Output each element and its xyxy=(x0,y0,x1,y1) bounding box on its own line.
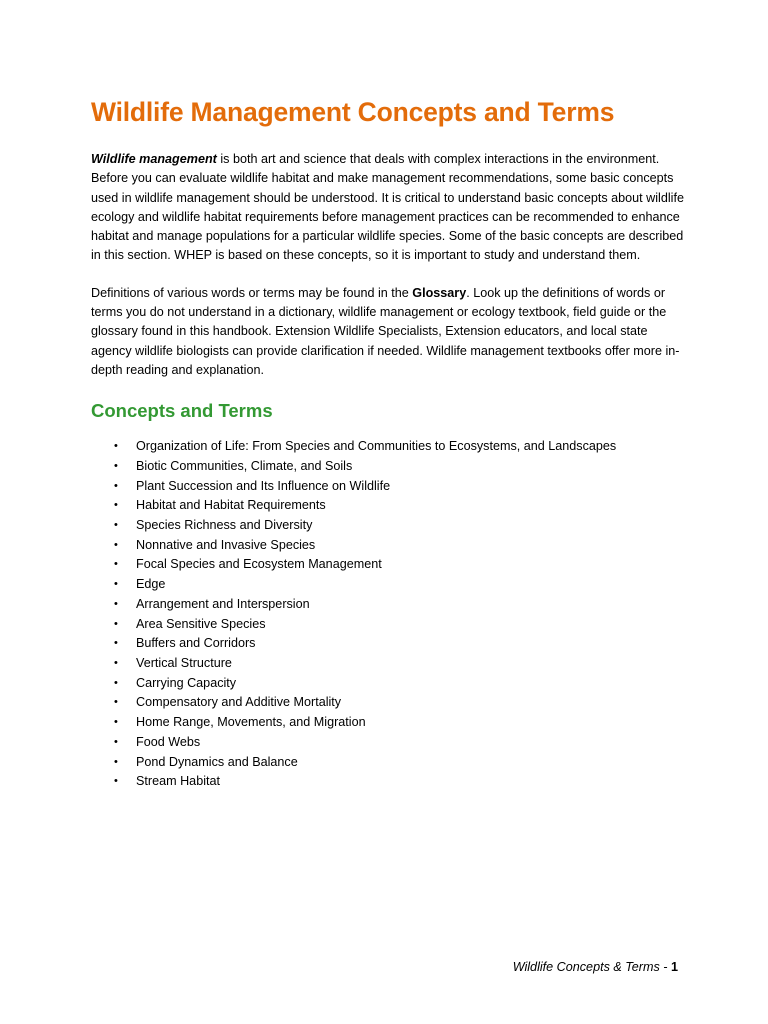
list-item-text: Compensatory and Additive Mortality xyxy=(136,695,342,710)
bullet-icon: • xyxy=(114,479,118,492)
bullet-icon: • xyxy=(114,519,118,532)
bullet-icon: • xyxy=(114,657,118,669)
list-item xyxy=(91,634,687,654)
bullet-icon: • xyxy=(114,735,118,748)
definitions-text-before: Definitions of various words or terms may be found in the xyxy=(91,285,413,300)
list-item xyxy=(91,595,687,615)
list-item-text: Focal Species and Ecosystem Management xyxy=(136,557,382,572)
bullet-icon: • xyxy=(114,617,118,630)
list-item xyxy=(91,753,687,773)
list-item-text: Organization of Life: From Species and Communities to Ecosystems, and Landscapes xyxy=(136,439,617,454)
list-item xyxy=(91,693,687,713)
footer-label: Wildlife Concepts & Terms - xyxy=(512,960,671,974)
page-footer xyxy=(513,958,678,976)
list-item xyxy=(91,733,687,753)
list-item xyxy=(91,615,687,635)
bullet-icon: • xyxy=(114,676,118,689)
list-item xyxy=(91,674,687,694)
list-item-text: Food Webs xyxy=(136,734,201,749)
glossary-term: Glossary xyxy=(412,285,467,300)
bullet-icon: • xyxy=(114,637,118,650)
list-item xyxy=(91,654,687,674)
list-item-text: Nonnative and Invasive Species xyxy=(136,537,316,552)
definitions-text-after: . Look up the definitions of words or terms you do not understand in a dictionary, wildlife management or ecology textbook, field guide or the glossary found in this handbook. Extension Wildlife Specialists, Extension educators, and local state agency wildlife biologists can provide clarification if needed. Wildlife management textbooks offer more in-depth reading and explanation. xyxy=(91,285,680,377)
list-item-text: Arrangement and Interspersion xyxy=(136,596,310,611)
bullet-icon: • xyxy=(114,578,118,591)
list-item xyxy=(91,516,687,536)
list-item-text: Biotic Communities, Climate, and Soils xyxy=(136,458,353,473)
list-item-text: Species Richness and Diversity xyxy=(136,518,313,533)
list-item-text: Area Sensitive Species xyxy=(136,616,266,631)
list-item-text: Plant Succession and Its Influence on Wildlife xyxy=(136,478,391,493)
bullet-icon: • xyxy=(114,755,118,768)
list-item xyxy=(91,772,687,792)
list-item xyxy=(91,575,687,595)
intro-text: is both art and science that deals with complex interactions in the environment. Before you can evaluate wildlife habitat and make management recommendations, some basic concepts used in wildlife management should be understood. It is critical to understand basic concepts about wildlife ecology and wildlife habitat requirements before management practices can be recommended to enhance habitat and manage populations for a particular wildlife species. Some of the basic concepts are described in this section. WHEP is based on these concepts, so it is important to study and understand them. xyxy=(91,152,684,263)
list-item xyxy=(91,437,687,457)
bullet-icon: • xyxy=(114,538,118,551)
bullet-icon: • xyxy=(114,696,118,709)
page-title: Wildlife Management Concepts and Terms xyxy=(91,97,615,127)
bullet-icon: • xyxy=(114,597,118,610)
bullet-icon: • xyxy=(114,716,118,729)
list-item xyxy=(91,477,687,497)
list-item-text: Vertical Structure xyxy=(136,656,232,670)
list-item-text: Habitat and Habitat Requirements xyxy=(136,498,326,513)
list-item xyxy=(91,457,687,477)
section-heading: Concepts and Terms xyxy=(91,400,273,422)
list-item xyxy=(91,555,687,575)
list-item xyxy=(91,536,687,556)
intro-lead-term: Wildlife management xyxy=(91,152,217,166)
bullet-icon: • xyxy=(114,558,118,571)
bullet-icon: • xyxy=(114,499,118,512)
bullet-icon: • xyxy=(114,459,118,472)
bullet-icon: • xyxy=(114,775,118,788)
concepts-list xyxy=(91,437,687,792)
list-item-text: Edge xyxy=(136,577,166,592)
list-item xyxy=(91,496,687,516)
list-item-text: Buffers and Corridors xyxy=(136,636,256,651)
list-item-text: Carrying Capacity xyxy=(136,675,237,690)
definitions-paragraph xyxy=(91,284,687,380)
page-number: 1 xyxy=(670,960,678,974)
document-page xyxy=(91,94,687,792)
list-item-text: Pond Dynamics and Balance xyxy=(136,754,298,769)
list-item xyxy=(91,713,687,733)
intro-paragraph xyxy=(91,150,687,266)
list-item-text: Home Range, Movements, and Migration xyxy=(136,715,366,730)
bullet-icon: • xyxy=(114,440,118,453)
list-item-text: Stream Habitat xyxy=(136,774,220,789)
